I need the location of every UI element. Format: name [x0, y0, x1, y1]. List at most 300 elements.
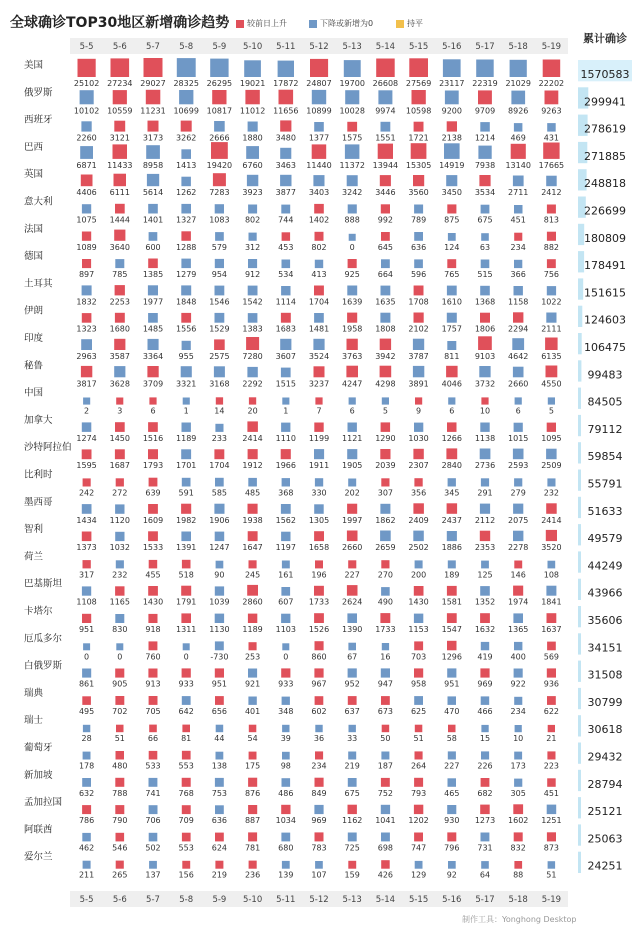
cell-value: 2307: [408, 461, 429, 471]
cell-value: 19700: [339, 79, 365, 88]
cell-square: [447, 805, 456, 814]
cell-value: 725: [344, 843, 360, 853]
cell-value: 1075: [76, 215, 97, 225]
cell-value: 664: [377, 270, 394, 280]
date-label-top: 5-14: [375, 42, 396, 52]
cell-square: [547, 832, 556, 841]
cell-value: 9103: [474, 352, 496, 361]
cell-square: [512, 338, 524, 350]
country-label: 瑞典: [24, 687, 44, 699]
cell-value: 462: [78, 843, 95, 853]
cell-value: 58: [446, 734, 457, 744]
cell-value: 159: [344, 870, 360, 880]
cell-square: [210, 59, 228, 77]
cell-value: 954: [211, 270, 228, 280]
cell-square: [547, 696, 556, 705]
cell-value: 1373: [76, 543, 97, 553]
cell-square: [278, 61, 294, 77]
cell-value: 1401: [142, 215, 164, 225]
cell-square: [181, 231, 191, 241]
cell-value: 1485: [142, 324, 164, 334]
cell-value: 2860: [242, 597, 263, 607]
cell-square: [148, 259, 158, 269]
cell-square: [546, 503, 557, 514]
cell-value: 785: [112, 270, 128, 280]
cell-square: [478, 146, 491, 159]
cell-square: [248, 832, 257, 841]
cumulative-header: 累计确诊: [583, 32, 627, 45]
cell-value: 3534: [474, 188, 496, 198]
cell-square: [413, 175, 424, 186]
cell-value: 10: [513, 734, 524, 744]
cell-value: 813: [543, 215, 560, 225]
cell-value: 1391: [176, 543, 197, 553]
cell-square: [314, 449, 324, 459]
cell-value: 2414: [242, 433, 263, 443]
cell-value: 706: [145, 816, 161, 826]
cell-value: 66: [147, 734, 159, 744]
country-label: 墨西哥: [24, 496, 53, 508]
cell-square: [413, 366, 424, 377]
cell-square: [381, 286, 391, 296]
cell-value: 731: [477, 843, 493, 853]
cell-value: 4406: [76, 188, 97, 198]
cell-value: 124: [444, 242, 460, 252]
cumulative-bar: [578, 579, 581, 600]
cell-value: 227: [444, 761, 460, 771]
cell-square: [349, 234, 356, 241]
country-label: 美国: [24, 60, 44, 71]
cell-value: 2075: [508, 515, 529, 525]
cell-value: 156: [178, 870, 194, 880]
cell-square: [148, 313, 158, 323]
cell-value: 7280: [242, 352, 263, 361]
cell-value: 1365: [508, 625, 529, 634]
cell-square: [514, 861, 522, 869]
cell-value: 832: [510, 843, 526, 853]
cell-square: [149, 751, 158, 760]
cell-square: [249, 397, 256, 404]
cell-square: [214, 339, 225, 350]
cell-value: 17665: [538, 160, 565, 170]
cell-square: [248, 122, 258, 132]
cell-square: [481, 642, 489, 650]
cell-value: 1911: [308, 461, 330, 471]
cell-value: 936: [543, 679, 560, 689]
cell-square: [415, 751, 423, 759]
cell-square: [115, 504, 124, 513]
cell-square: [310, 59, 328, 77]
cell-square: [314, 423, 323, 432]
cell-square: [515, 397, 522, 404]
cell-value: 486: [278, 788, 294, 798]
cell-value: 2575: [209, 352, 230, 361]
cumulative-bar: [578, 333, 582, 354]
cell-square: [146, 90, 161, 105]
cell-square: [149, 641, 158, 650]
cell-square: [82, 778, 91, 787]
cell-value: 1609: [142, 515, 164, 525]
country-label: 沙特阿拉伯: [24, 442, 72, 454]
cell-square: [514, 123, 523, 132]
cumulative-value: 30799: [587, 695, 623, 709]
cell-value: 875: [444, 215, 460, 225]
cell-square: [314, 586, 324, 596]
cell-value: 639: [145, 488, 161, 498]
cell-value: 873: [543, 843, 560, 853]
cell-value: 8958: [142, 160, 164, 170]
cell-value: 1022: [541, 297, 562, 307]
cell-value: 703: [410, 652, 427, 662]
cumulative-value: 31508: [587, 668, 623, 682]
cumulative-value: 25121: [587, 805, 623, 819]
cell-value: 1120: [109, 515, 130, 525]
cell-square: [148, 614, 157, 623]
cumulative-value: 124603: [584, 313, 626, 327]
cell-square: [547, 123, 556, 132]
date-label-bottom: 5-11: [276, 895, 296, 905]
cell-square: [315, 560, 323, 568]
cell-square: [514, 260, 522, 268]
cell-square: [545, 338, 558, 351]
cell-square: [510, 60, 527, 77]
cell-square: [344, 60, 361, 77]
cell-value: 591: [178, 488, 194, 498]
cell-value: 264: [410, 761, 427, 771]
cell-value: 2437: [441, 515, 462, 525]
cell-value: 3321: [176, 379, 197, 389]
cell-value: 632: [78, 788, 95, 798]
cell-value: 51: [546, 870, 557, 880]
cell-value: 753: [211, 788, 228, 798]
country-label: 秘鲁: [24, 360, 44, 372]
cell-square: [82, 313, 92, 323]
cell-value: 579: [211, 242, 228, 252]
cell-square: [247, 367, 257, 377]
cell-square: [247, 421, 258, 432]
cell-square: [480, 805, 490, 815]
date-label-top: 5-16: [442, 42, 462, 52]
cell-square: [446, 175, 457, 186]
cell-square: [415, 560, 423, 568]
cell-square: [381, 587, 390, 596]
cell-square: [514, 423, 523, 432]
cell-value: 137: [145, 870, 161, 880]
cell-square: [514, 779, 522, 787]
cell-value: 16: [380, 652, 391, 662]
cell-value: 1290: [375, 433, 396, 443]
cell-value: 1906: [209, 515, 230, 525]
cell-value: 19420: [206, 160, 233, 170]
cell-square: [82, 532, 92, 542]
cell-square: [447, 121, 457, 131]
cell-square: [380, 175, 391, 186]
cell-value: 305: [510, 788, 526, 798]
country-label: 西班牙: [24, 114, 53, 126]
cell-value: 607: [278, 597, 294, 607]
legend-label-down: 下降或新增为0: [320, 19, 374, 28]
cell-square: [148, 504, 158, 514]
cell-square: [212, 90, 226, 104]
cell-square: [182, 725, 190, 733]
cell-value: 17872: [273, 79, 299, 88]
cell-value: 14919: [439, 160, 465, 170]
cell-square: [381, 805, 390, 814]
cell-value: 1189: [242, 625, 263, 634]
cell-square: [347, 313, 357, 323]
cell-value: 1089: [76, 242, 97, 252]
cell-value: 451: [510, 215, 526, 225]
cell-square: [82, 696, 91, 705]
cell-square: [115, 285, 125, 295]
cell-value: 1562: [275, 515, 296, 525]
cell-square: [409, 58, 428, 77]
country-label: 卡塔尔: [24, 606, 53, 617]
cell-square: [315, 397, 322, 404]
cell-square: [115, 669, 124, 678]
cell-value: 1138: [474, 433, 496, 443]
cell-value: 33: [347, 734, 358, 744]
cell-square: [347, 175, 358, 186]
cell-value: 10: [479, 406, 491, 416]
cell-value: 930: [444, 816, 460, 826]
cell-value: 24807: [306, 79, 332, 88]
page-title: 全球确诊TOP30地区新增确诊趋势: [10, 15, 230, 31]
legend-label-up: 较前日上升: [247, 19, 287, 28]
cell-value: 426: [377, 870, 394, 880]
cell-value: 796: [444, 843, 460, 853]
cell-value: 10817: [206, 106, 233, 116]
cell-value: 10699: [173, 106, 199, 116]
cell-value: 1247: [209, 543, 230, 553]
cell-square: [213, 173, 226, 186]
cell-value: 1546: [209, 297, 230, 307]
country-label: 意大利: [24, 196, 53, 208]
cell-square: [116, 643, 123, 650]
cell-square: [315, 832, 324, 841]
cell-square: [476, 60, 494, 78]
cell-square: [115, 778, 124, 787]
cell-square: [513, 531, 523, 541]
cell-value: 88: [513, 870, 524, 880]
cell-square: [83, 643, 90, 650]
cell-value: 211: [78, 870, 95, 880]
cell-value: 1039: [209, 597, 230, 607]
cell-square: [547, 205, 556, 214]
cell-value: 6135: [541, 352, 562, 361]
cell-square: [215, 696, 224, 705]
date-label-top: 5-7: [146, 42, 160, 52]
cell-square: [414, 478, 422, 486]
cell-square: [414, 668, 423, 677]
cell-value: 1108: [76, 597, 97, 607]
cell-value: 1368: [474, 297, 496, 307]
cumulative-bar: [578, 278, 583, 299]
cell-square: [314, 531, 324, 541]
cell-value: 888: [344, 215, 360, 225]
cell-value: 1639: [342, 297, 363, 307]
cell-value: 887: [244, 816, 261, 826]
cell-value: 1114: [275, 297, 296, 307]
cell-value: 1687: [109, 461, 130, 471]
cell-value: 1434: [76, 515, 97, 525]
cell-square: [547, 423, 556, 432]
cell-value: 3262: [176, 133, 197, 143]
cell-square: [415, 397, 422, 404]
cell-square: [216, 725, 224, 733]
cell-value: 1305: [308, 515, 330, 525]
cell-value: 1377: [308, 133, 330, 143]
cell-value: 27569: [405, 79, 432, 88]
cell-square: [347, 449, 357, 459]
cell-value: 1880: [242, 133, 263, 143]
cell-value: 1632: [474, 625, 496, 634]
cell-value: 1683: [275, 324, 296, 334]
cell-value: 747: [410, 843, 427, 853]
cell-value: 3587: [109, 352, 130, 361]
cell-value: 1721: [408, 133, 429, 143]
cell-value: -730: [210, 652, 229, 662]
cell-square: [315, 260, 323, 268]
cell-value: 22202: [538, 79, 565, 88]
cell-square: [513, 176, 524, 187]
cell-square: [446, 448, 457, 459]
cell-value: 234: [510, 242, 526, 252]
cell-square: [82, 669, 91, 678]
cell-square: [280, 148, 291, 159]
cell-square: [182, 668, 191, 677]
cell-square: [215, 833, 224, 842]
cell-value: 1165: [109, 597, 130, 607]
cell-square: [481, 778, 490, 787]
cell-square: [381, 668, 390, 677]
cell-square: [182, 751, 191, 760]
cell-square: [481, 751, 489, 759]
cell-value: 6: [449, 406, 455, 416]
cell-square: [413, 449, 423, 459]
cell-square: [312, 90, 326, 104]
cell-value: 219: [211, 870, 228, 880]
cell-square: [380, 313, 390, 323]
cell-value: 10899: [306, 106, 332, 116]
cell-square: [381, 778, 390, 787]
cell-value: 236: [244, 870, 261, 880]
cell-value: 14: [214, 406, 225, 416]
cell-value: 345: [444, 488, 460, 498]
cell-square: [181, 313, 191, 323]
cell-square: [347, 531, 358, 542]
cell-value: 1704: [209, 461, 230, 471]
cell-square: [248, 205, 257, 214]
cell-square: [280, 339, 291, 350]
cell-value: 642: [178, 706, 194, 716]
cell-value: 830: [112, 625, 128, 634]
cell-value: 2593: [508, 461, 529, 471]
cell-value: 5: [382, 406, 388, 416]
cell-value: 952: [344, 679, 360, 689]
cell-value: 958: [410, 679, 427, 689]
cell-square: [513, 504, 523, 514]
cell-value: 196: [311, 570, 327, 580]
cell-value: 3709: [142, 379, 164, 389]
cumulative-value: 1570583: [580, 68, 630, 81]
cell-value: 189: [444, 570, 460, 580]
cell-value: 466: [477, 706, 493, 716]
cell-value: 368: [278, 488, 294, 498]
cell-value: 802: [311, 242, 327, 252]
cell-square: [280, 120, 291, 131]
cell-value: 1262: [176, 188, 197, 198]
cumulative-bar: [578, 661, 581, 682]
cell-square: [215, 641, 224, 650]
cell-square: [381, 122, 391, 132]
cell-value: 675: [344, 788, 360, 798]
cell-value: 13140: [505, 160, 531, 170]
cell-square: [282, 725, 289, 732]
cell-value: 1791: [176, 597, 197, 607]
cell-value: 1288: [176, 242, 197, 252]
cell-square: [348, 423, 357, 432]
cell-square: [215, 286, 225, 296]
cell-square: [413, 339, 424, 350]
cell-value: 2660: [508, 379, 529, 389]
cell-square: [349, 397, 356, 404]
cell-square: [279, 90, 294, 105]
cell-square: [381, 752, 389, 760]
cell-square: [514, 669, 523, 678]
cell-square: [314, 668, 323, 677]
cell-square: [547, 259, 556, 268]
cell-value: 1121: [342, 433, 363, 443]
cumulative-bar: [578, 415, 581, 436]
cell-value: 98: [280, 761, 291, 771]
cell-square: [447, 613, 457, 623]
cell-value: 1032: [109, 543, 130, 553]
cell-value: 138: [211, 761, 228, 771]
cell-value: 20: [247, 406, 258, 416]
cell-square: [114, 366, 125, 377]
date-label-top: 5-13: [342, 42, 362, 52]
cell-square: [481, 397, 488, 404]
cell-value: 200: [410, 570, 427, 580]
cumulative-value: 59854: [587, 450, 623, 464]
cell-value: 2253: [109, 297, 130, 307]
cell-value: 636: [211, 816, 228, 826]
cell-square: [83, 560, 91, 568]
cell-square: [147, 366, 158, 377]
cell-square: [448, 725, 456, 733]
cell-square: [514, 832, 523, 841]
cell-value: 3817: [76, 379, 97, 389]
cell-square: [480, 613, 490, 623]
cumulative-value: 151615: [584, 286, 626, 300]
cell-square: [177, 58, 196, 77]
cell-square: [447, 286, 457, 296]
cumulative-bar: [578, 770, 581, 791]
cell-value: 139: [278, 870, 294, 880]
cell-square: [249, 560, 257, 568]
cell-value: 1: [183, 406, 189, 416]
cell-square: [381, 478, 389, 486]
date-label-top: 5-8: [179, 42, 194, 52]
cell-square: [347, 613, 357, 623]
cumulative-value: 106475: [584, 341, 626, 354]
cell-square: [148, 531, 158, 541]
cell-value: 849: [311, 788, 327, 798]
cell-square: [514, 642, 522, 650]
cell-square: [248, 614, 257, 623]
date-label-bottom: 5-15: [408, 895, 429, 905]
